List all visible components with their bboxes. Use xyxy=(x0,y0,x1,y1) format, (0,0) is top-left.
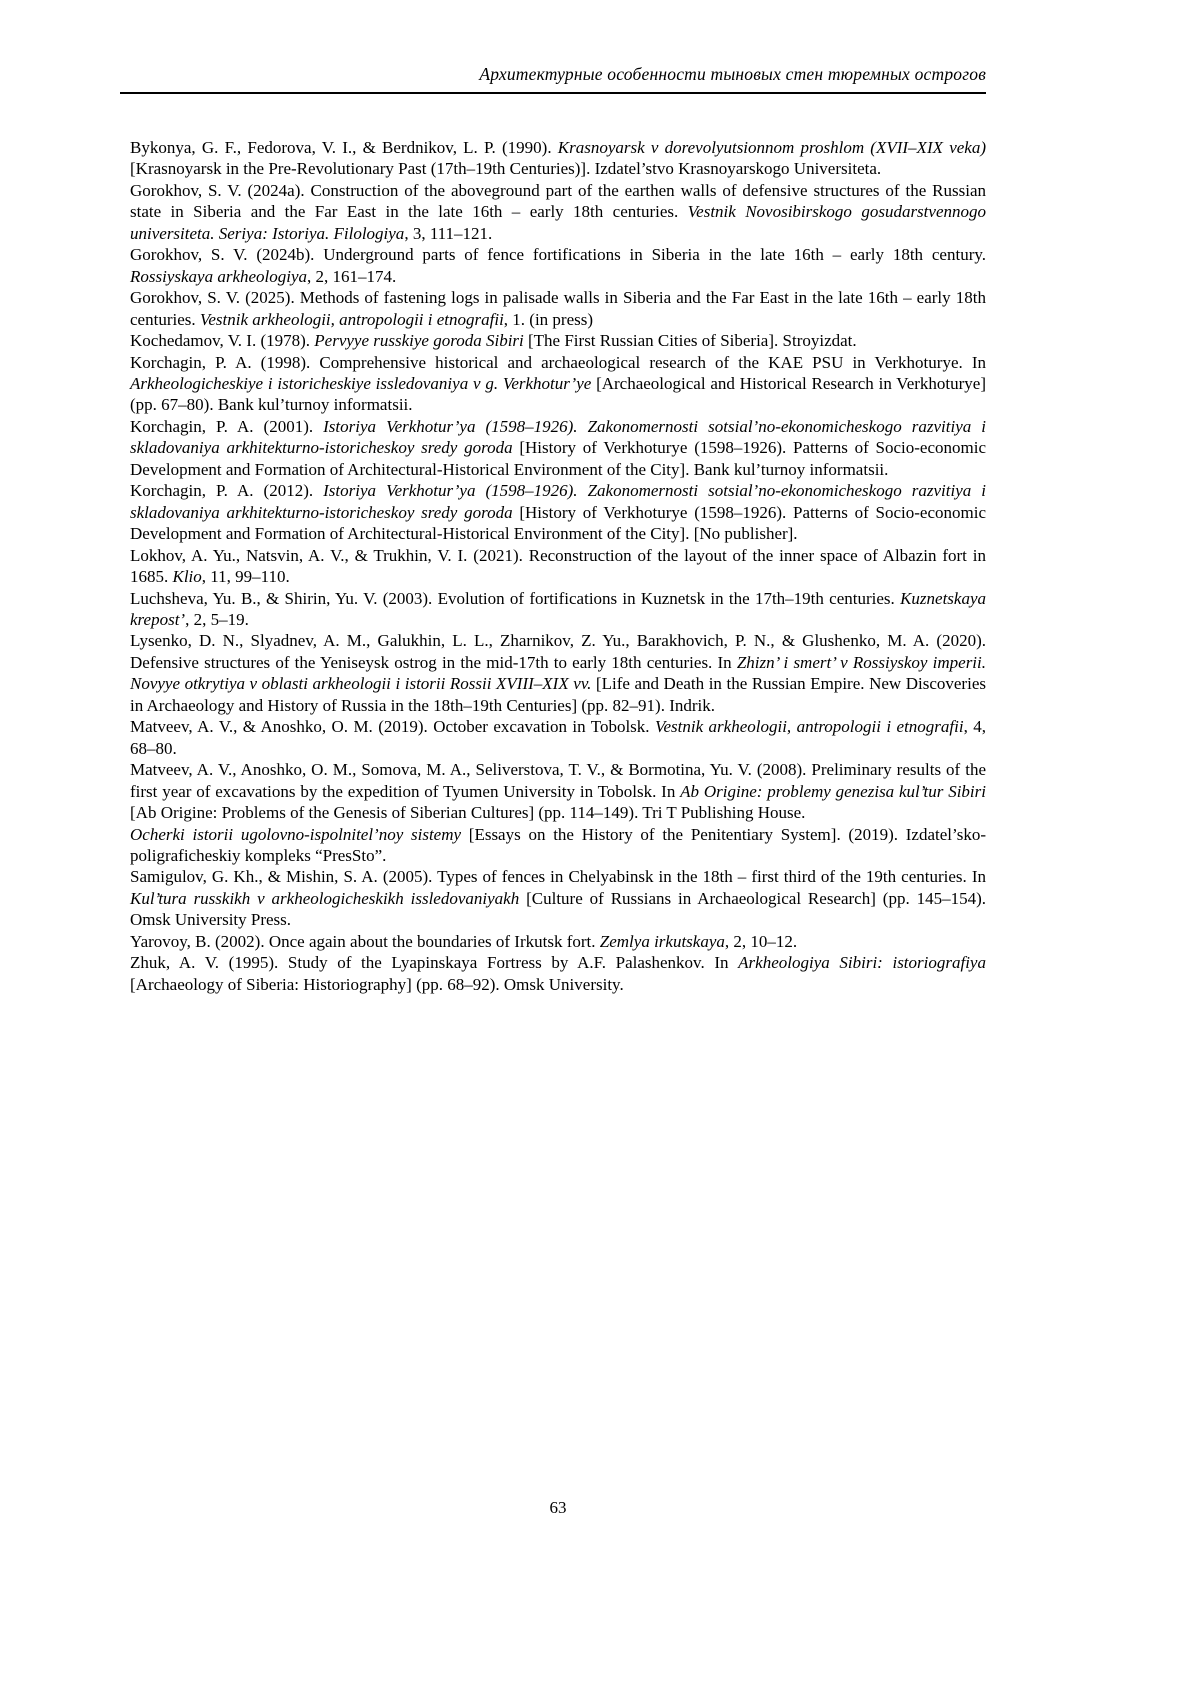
reference-entry xyxy=(130,244,986,287)
reference-text-segment: [History of Verkhoturye (1598–1926). Patterns of Socio-economic Development and Formation of Architectural-Historical Environment of the City]. Bank kul’turnoy informatsii. xyxy=(130,438,986,479)
references-list xyxy=(130,137,986,995)
reference-text-segment: Korchagin, P. A. (2001). xyxy=(130,416,324,436)
reference-text-segment: Gorokhov, S. V. (2024b). Underground parts of fence fortifications in Siberia in the late 16th – early 18th century. xyxy=(130,245,986,265)
reference-text-segment: Gorokhov, S. V. (2025). Methods of fastening logs in palisade walls in Siberia and the Far East in the late 16th – early 18th centuries. xyxy=(130,288,986,329)
reference-text-segment: [History of Verkhoturye (1598–1926). Patterns of Socio-economic Development and Formation of Architectural-Historical Environment of the City]. [No publisher]. xyxy=(130,502,986,544)
reference-entry xyxy=(130,759,986,823)
reference-italic-segment: Pervyye russkiye goroda Sibiri xyxy=(314,331,524,351)
reference-entry xyxy=(130,931,986,952)
reference-italic-segment: Krasnoyarsk v dorevolyutsionnom proshlom (XVII–XIX veka) xyxy=(557,138,986,157)
reference-text-segment: Lysenko, D. N., Slyadnev, A. M., Galukhin, L. L., Zharnikov, Z. Yu., Barakhovich, P. N., & Glushenko, M. A. (2020). Defensive structures of the Yeniseysk ostrog in the mid-17th to early 18th centuries. In xyxy=(130,631,986,672)
reference-italic-segment: Klio xyxy=(172,567,202,587)
reference-italic-segment: Zemlya irkutskaya xyxy=(599,931,725,951)
reference-italic-segment: Kuznetskaya krepost’ xyxy=(130,588,986,629)
reference-italic-segment: Istoriya Verkhotur’ya (1598–1926). Zakonomernosti sotsial’no-ekonomicheskogo razvitiya i skladovaniya arkhitekturno-istoricheskoy sredy goroda xyxy=(130,481,986,522)
reference-italic-segment: Vestnik arkheologii, antropologii i etnografii xyxy=(654,717,964,737)
reference-entry xyxy=(130,137,986,180)
reference-entry xyxy=(130,824,986,867)
reference-italic-segment: Istoriya Verkhotur’ya (1598–1926). Zakonomernosti sotsial’no-ekonomicheskogo razvitiya i skladovaniya arkhitekturno-istoricheskoy sredy goroda xyxy=(130,416,986,458)
reference-text-segment: , 2, 161–174. xyxy=(307,266,397,286)
reference-text-segment: [Krasnoyarsk in the Pre-Revolutionary Past (17th–19th Centuries)]. Izdatel’stvo Krasnoyarskogo Universiteta. xyxy=(130,159,882,179)
reference-italic-segment: Arkheologiya Sibiri: istoriografiya xyxy=(738,953,986,973)
reference-text-segment: [Ab Origine: Problems of the Genesis of Siberian Cultures] (pp. 114–149). Tri T Publishing House. xyxy=(130,803,806,823)
reference-text-segment: Yarovoy, B. (2002). Once again about the boundaries of Irkutsk fort. xyxy=(130,931,600,951)
reference-text-segment: Luchsheva, Yu. B., & Shirin, Yu. V. (2003). Evolution of fortifications in Kuznetsk in the 17th–19th centuries. xyxy=(130,588,901,608)
page-header xyxy=(130,0,986,94)
reference-text-segment: [The First Russian Cities of Siberia]. Stroyizdat. xyxy=(523,331,857,351)
reference-text-segment: Matveev, A. V., Anoshko, O. M., Somova, M. A., Seliverstova, T. V., & Bormotina, Yu. V. (2008). Preliminary results of the first year of excavations by the expedition of Tyumen University in Tobolsk. In xyxy=(130,760,986,801)
reference-italic-segment: Zhizn’ i smert’ v Rossiyskoy imperii. Novyye otkrytiya v oblasti arkheologii i istorii Rossii XVIII–XIX vv. xyxy=(130,652,987,694)
running-title: Архитектурные особенности тыновых стен тюремных острогов xyxy=(479,64,986,84)
reference-italic-segment: Arkheologicheskiye i istoricheskiye issledovaniya v g. Verkhotur’ye xyxy=(130,373,592,393)
reference-text-segment: Samigulov, G. Kh., & Mishin, S. A. (2005). Types of fences in Chelyabinsk in the 18th – first third of the 19th centuries. In xyxy=(130,867,986,887)
reference-entry xyxy=(130,180,986,244)
reference-text-segment: , 4, 68–80. xyxy=(130,717,987,758)
reference-italic-segment: Rossiyskaya arkheologiya xyxy=(130,266,308,286)
reference-entry xyxy=(130,416,986,480)
reference-entry xyxy=(130,352,986,416)
reference-text-segment: , 1. (in press) xyxy=(503,309,594,329)
header-rule xyxy=(120,92,986,94)
reference-text-segment: [Life and Death in the Russian Empire. New Discoveries in Archaeology and History of Russia in the 18th–19th Centuries] (pp. 82–91). Indrik. xyxy=(130,674,986,715)
reference-text-segment: Kochedamov, V. I. (1978). xyxy=(130,331,315,351)
reference-italic-segment: Ab Origine: problemy genezisa kul’tur Sibiri xyxy=(680,781,986,801)
reference-entry xyxy=(130,630,986,716)
reference-text-segment: Zhuk, A. V. (1995). Study of the Lyapinskaya Fortress by A.F. Palashenkov. In xyxy=(130,953,739,973)
reference-text-segment: , 2, 10–12. xyxy=(724,931,798,951)
reference-entry xyxy=(130,866,986,930)
reference-text-segment: Lokhov, A. Yu., Natsvin, A. V., & Trukhin, V. I. (2021). Reconstruction of the layout of the inner space of Albazin fort in 1685. xyxy=(130,545,986,587)
reference-entry xyxy=(130,287,986,330)
reference-text-segment: , 2, 5–19. xyxy=(185,609,249,629)
reference-entry xyxy=(130,330,986,351)
reference-entry xyxy=(130,952,986,995)
reference-italic-segment: Vestnik Novosibirskogo gosudarstvennogo universiteta. Seriya: Istoriya. Filologiya xyxy=(130,202,986,243)
reference-entry xyxy=(130,545,986,588)
reference-text-segment: [Archaeology of Siberia: Historiography] (pp. 68–92). Omsk University. xyxy=(130,974,624,994)
reference-text-segment: Korchagin, P. A. (1998). Comprehensive historical and archaeological research of the KAE PSU in Verkhoturye. In xyxy=(130,352,986,372)
reference-text-segment: Matveev, A. V., & Anoshko, O. M. (2019). October excavation in Tobolsk. xyxy=(130,717,655,737)
reference-entry xyxy=(130,716,986,759)
page-content xyxy=(130,0,986,995)
reference-entry xyxy=(130,480,986,544)
reference-entry xyxy=(130,588,986,631)
reference-italic-segment: Vestnik arkheologii, antropologii i etnografii xyxy=(199,309,504,329)
page-number: 63 xyxy=(549,1498,567,1517)
reference-text-segment: Bykonya, G. F., Fedorova, V. I., & Berdnikov, L. P. (1990). xyxy=(130,138,558,157)
reference-text-segment: , 11, 99–110. xyxy=(201,567,290,587)
reference-italic-segment: Ocherki istorii ugolovno-ispolnitel’noy sistemy xyxy=(130,824,462,844)
reference-text-segment: , 3, 111–121. xyxy=(404,223,493,243)
reference-text-segment: Gorokhov, S. V. (2024a). Construction of the aboveground part of the earthen walls of defensive structures of the Russian state in Siberia and the Far East in the late 16th – early 18th centuries. xyxy=(130,180,986,222)
reference-text-segment: [Culture of Russians in Archaeological Research] (pp. 145–154). Omsk University Press. xyxy=(130,888,986,930)
reference-italic-segment: Kul’tura russkikh v arkheologicheskikh issledovaniyakh xyxy=(130,888,520,908)
reference-text-segment: Korchagin, P. A. (2012). xyxy=(130,481,324,501)
reference-text-segment: [Essays on the History of the Penitentiary System]. (2019). Izdatel’sko-poligraficheskiy kompleks “PresSto”. xyxy=(130,824,986,865)
reference-text-segment: [Archaeological and Historical Research in Verkhoturye] (pp. 67–80). Bank kul’turnoy informatsii. xyxy=(130,373,986,415)
